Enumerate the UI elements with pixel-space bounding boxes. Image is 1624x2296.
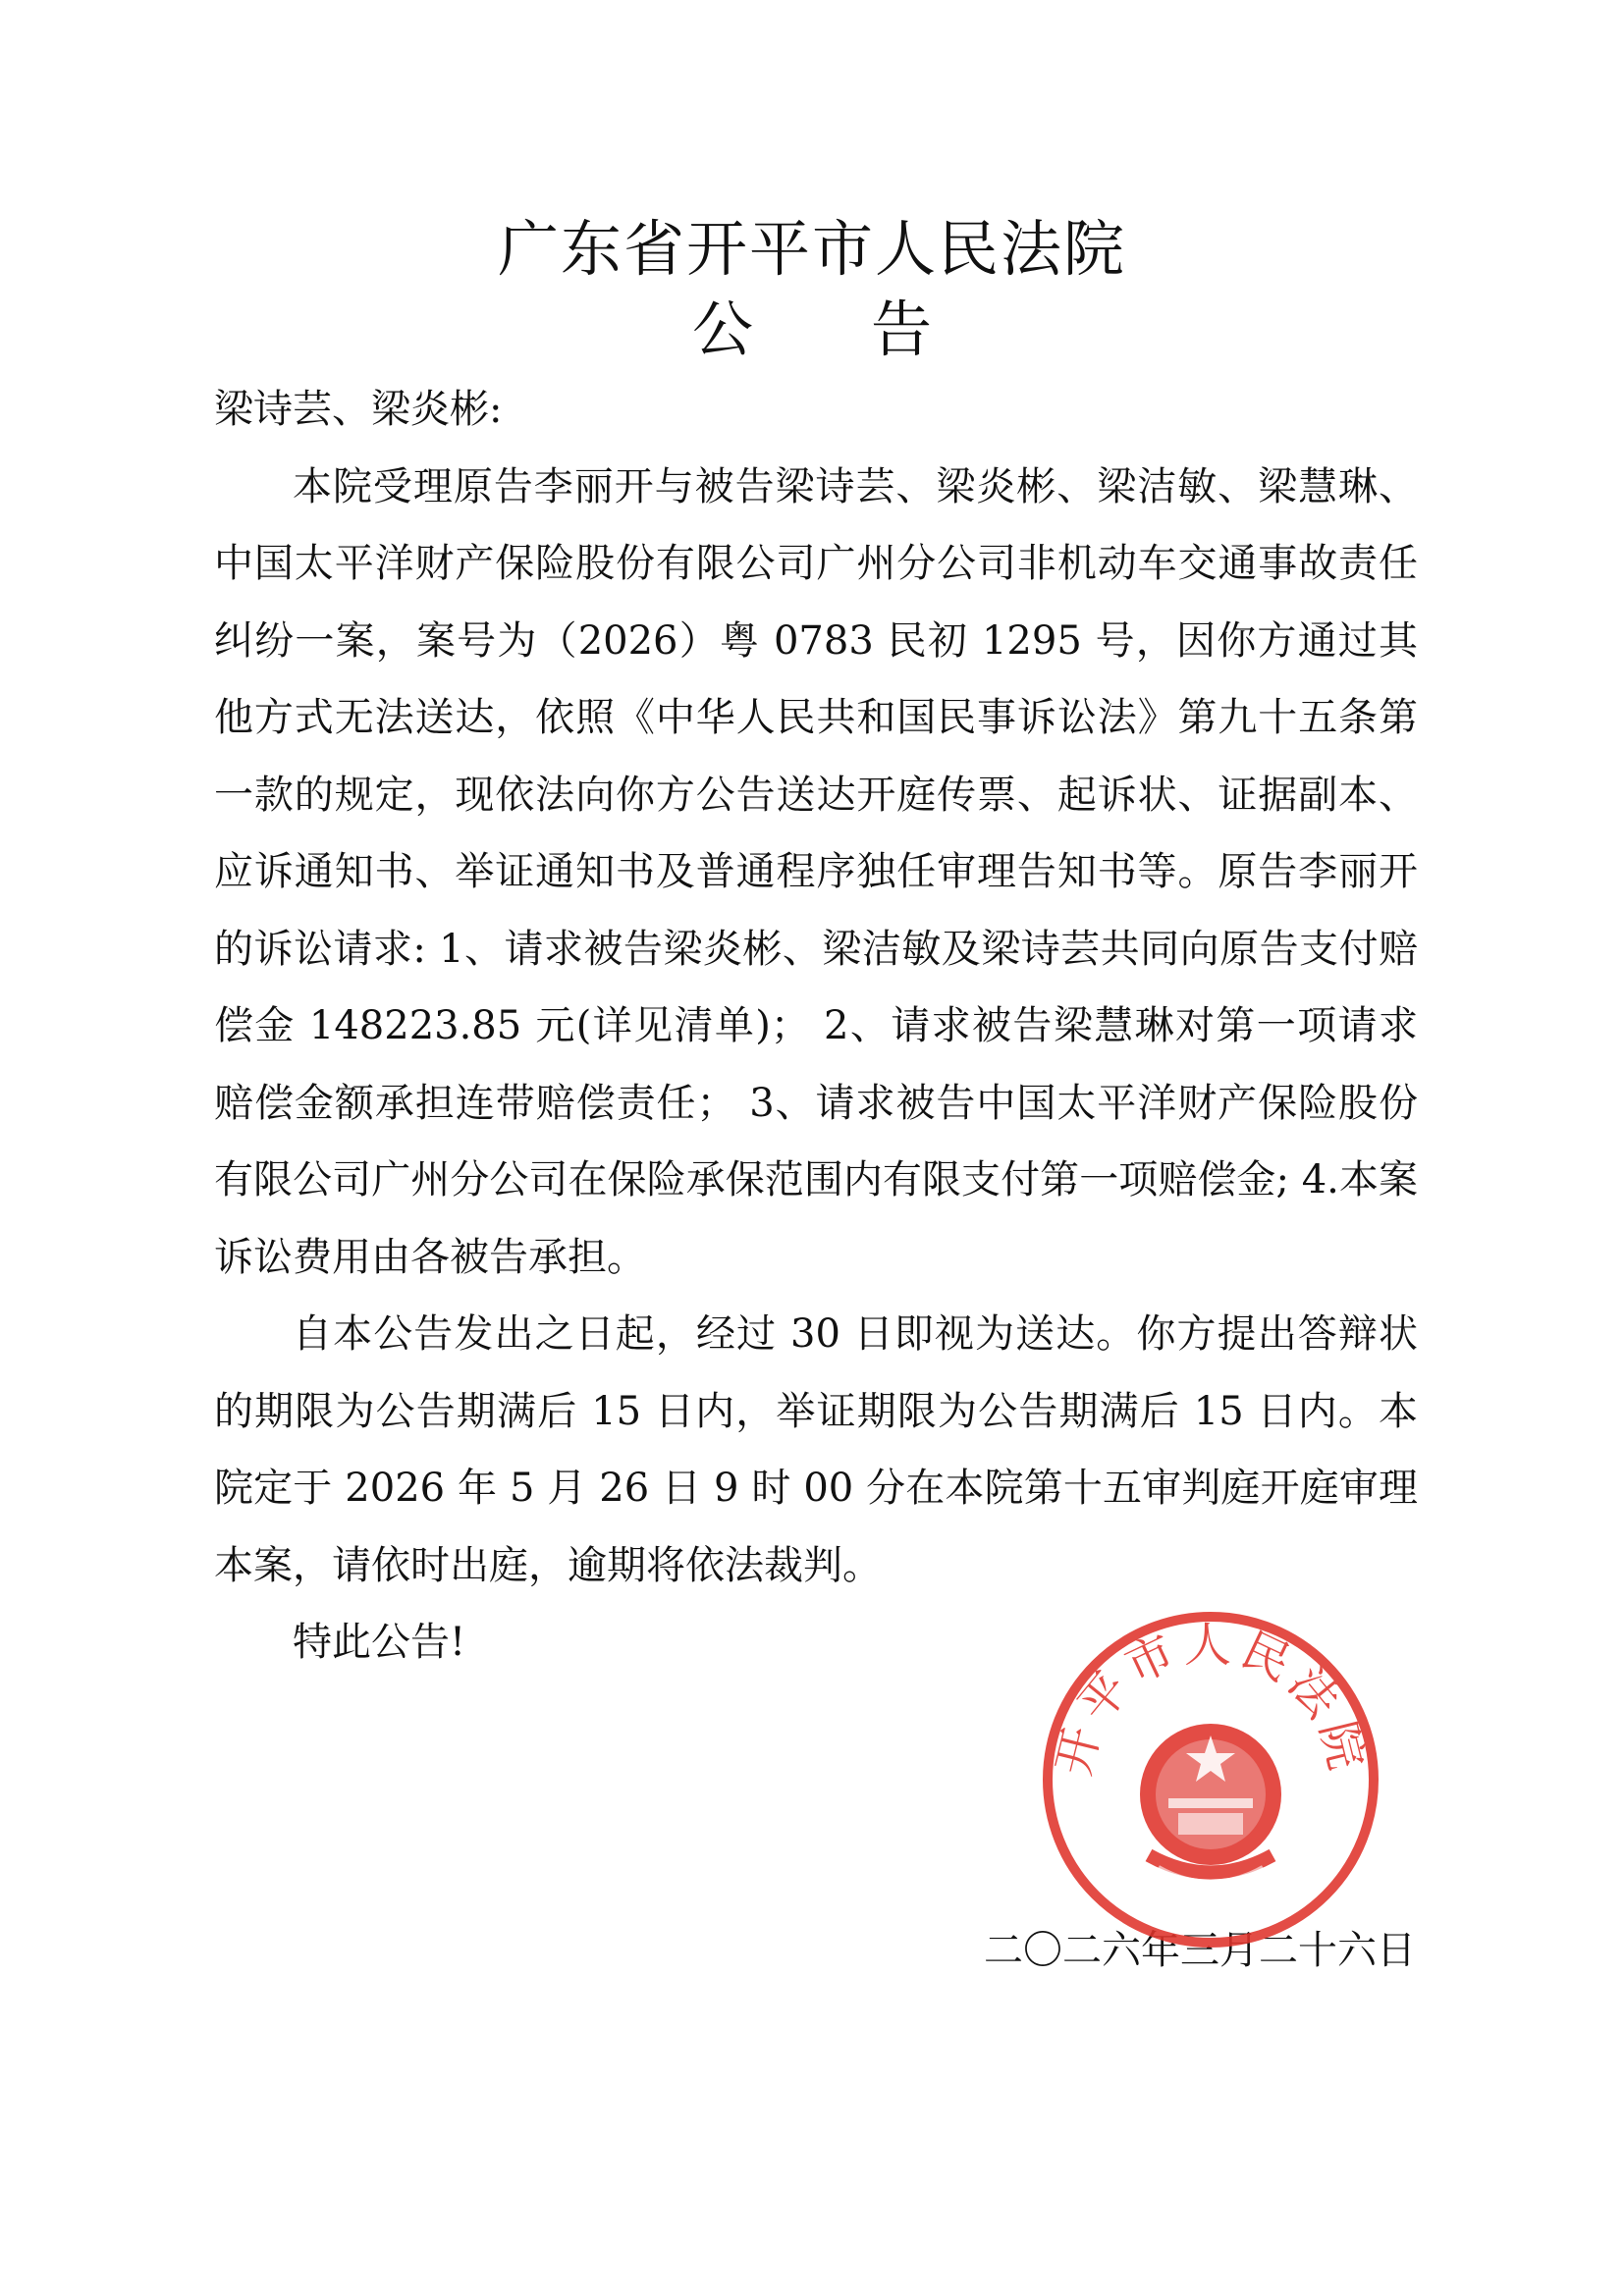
document-type	[0, 291, 1624, 369]
issue-date: 二〇二六年三月二十六日	[984, 1928, 1416, 1973]
seal-text: 开平市人民法院	[1046, 1618, 1376, 1781]
national-emblem-icon	[1140, 1724, 1281, 1882]
document-type-char-1: 公	[691, 294, 753, 365]
addressee: 梁诗芸、梁炎彬:	[214, 387, 503, 432]
announcement-body	[214, 371, 1418, 1682]
court-seal	[1041, 1610, 1380, 1949]
paragraph-service-and-hearing: 自本公告发出之日起，经过 30 日即视为送达。你方提出答辩状的期限为公告期满后 15 日内，举证期限为公告期满后 15 日内。本院定于 2026 年 5 月 26 日 9 时 00 分在本院第十五审判庭开庭审理本案，请依时出庭，逾期将依法裁判。	[214, 1311, 1418, 1588]
paragraph-case-details: 本院受理原告李丽开与被告梁诗芸、梁炎彬、梁洁敏、梁慧琳、中国太平洋财产保险股份有限公司广州分公司非机动车交通事故责任纠纷一案，案号为（2026）粤 0783 民初 1295 号，因你方通过其他方式无法送达，依照《中华人民共和国民事诉讼法》第九十五条第一款的规定，现依法向你方公告送达开庭传票、起诉状、证据副本、应诉通知书、举证通知书及普通程序独任审理告知书等。原告李丽开的诉讼请求: 1、请求被告梁炎彬、梁洁敏及梁诗芸共同向原告支付赔偿金 148223.85 元(详见清单)； 2、请求被告梁慧琳对第一项请求赔偿金额承担连带赔偿责任； 3、请求被告中国太平洋财产保险股份有限公司广州分公司在保险承保范围内有限支付第一项赔偿金; 4.本案诉讼费用由各被告承担。	[214, 463, 1418, 1280]
paragraph-closing: 特此公告!	[293, 1620, 466, 1665]
court-name: 广东省开平市人民法院	[497, 213, 1126, 285]
document-type-char-2: 告	[871, 294, 933, 365]
